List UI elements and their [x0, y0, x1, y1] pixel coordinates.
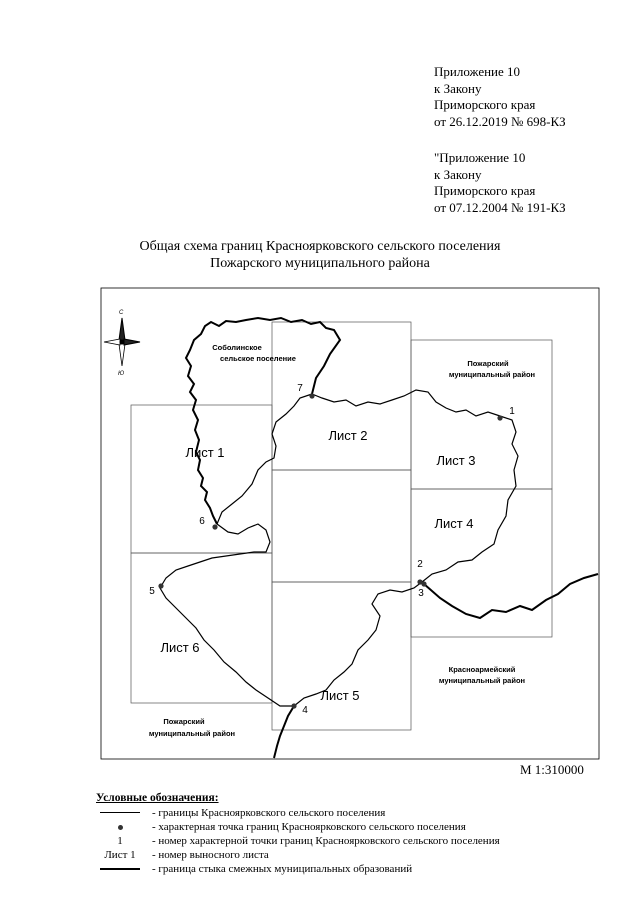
sheet-frame-4 [411, 489, 552, 637]
appendix-header-current [434, 64, 566, 130]
adjacent-border-south [274, 706, 294, 758]
title-line-2: Пожарского муниципального района [210, 256, 430, 271]
header-line: к Закону [434, 80, 482, 96]
region-sobolino-type: сельское поселение [220, 354, 296, 363]
boundary-map [100, 287, 600, 760]
legend-text: - номер выносного листа [152, 849, 269, 861]
compass-center [120, 340, 124, 344]
header-line: от 26.12.2019 № 698-КЗ [434, 113, 566, 129]
point-marker-4 [291, 703, 296, 708]
compass-south-arrow [119, 344, 125, 366]
header-line: к Закону [434, 166, 482, 182]
point-marker-1 [497, 415, 502, 420]
region-pozharsky-sw-type: муниципальный район [148, 729, 236, 738]
adjacent-border-east [424, 574, 598, 618]
compass-west-arrow [104, 339, 120, 345]
sheet-label-6: Лист 6 [160, 640, 200, 655]
legend-row-boundary [96, 806, 386, 820]
compass-east-arrow [124, 339, 140, 345]
region-pozharsky-ne-type: муниципальный район [448, 370, 536, 379]
point-label-2: 2 [417, 559, 423, 570]
region-sobolino-name: Соболинское [212, 343, 262, 352]
legend-symbol-number: 1 [117, 835, 123, 847]
header-line: Приморского края [434, 97, 536, 112]
legend-symbol-thick-line [96, 862, 144, 876]
header-line: Приморского края [434, 183, 536, 198]
sheet-frame-6 [131, 553, 272, 703]
sheet-frame-center [272, 470, 411, 582]
legend-text: - граница стыка смежных муниципальных образований [152, 863, 413, 875]
compass-north-label: С [119, 310, 124, 316]
legend-symbol-dot [96, 820, 144, 834]
legend-row-sheet [96, 848, 269, 862]
sheet-label-5: Лист 5 [320, 688, 360, 703]
legend-title: Условные обозначения: [96, 792, 219, 804]
point-marker-6 [212, 524, 217, 529]
point-label-3: 3 [418, 588, 424, 599]
adjacent-border-west [186, 318, 340, 524]
sheet-label-1: Лист 1 [185, 445, 225, 460]
point-marker-5 [158, 583, 163, 588]
legend-row-adjacent-border [96, 862, 413, 876]
point-marker-7 [309, 393, 314, 398]
header-line: от 07.12.2004 № 191-КЗ [434, 199, 566, 215]
region-pozharsky-ne-name: Пожарский [467, 359, 509, 368]
point-label-6: 6 [199, 516, 205, 527]
region-krasnoarm-type: муниципальный район [438, 676, 526, 685]
point-marker-3 [421, 581, 426, 586]
header-line: Приложение 10 [434, 64, 521, 79]
sheet-label-4: Лист 4 [434, 516, 474, 531]
sheet-frame-1 [131, 405, 272, 553]
compass-rose [104, 318, 140, 366]
sheet-label-3: Лист 3 [436, 453, 476, 468]
legend-row-point-number [96, 834, 500, 848]
legend-symbol-sheet: Лист 1 [104, 849, 136, 861]
legend-text: - характерная точка границ Красноярковского сельского поселения [152, 821, 466, 833]
legend [96, 792, 500, 876]
header-line: "Приложение 10 [434, 150, 526, 165]
sheet-frame-2 [272, 322, 411, 470]
page-title [0, 238, 640, 272]
appendix-header-original [434, 150, 566, 216]
compass-south-label: Ю [118, 371, 125, 377]
legend-symbol-thin-line [96, 806, 144, 820]
point-label-7: 7 [297, 383, 303, 394]
point-label-4: 4 [302, 705, 308, 716]
region-pozharsky-sw-name: Пожарский [163, 717, 205, 726]
legend-text: - номер характерной точки границ Красноярковского сельского поселения [152, 835, 500, 847]
map-scale: М 1:310000 [520, 762, 584, 777]
point-label-1: 1 [509, 406, 515, 417]
title-line-1: Общая схема границ Красноярковского сельского поселения [139, 239, 501, 254]
point-label-5: 5 [149, 586, 155, 597]
legend-row-point [96, 820, 466, 834]
region-krasnoarm-name: Красноармейский [448, 665, 516, 674]
sheet-label-2: Лист 2 [328, 428, 368, 443]
legend-text: - границы Красноярковского сельского поселения [152, 807, 386, 819]
compass-north-arrow [119, 318, 125, 340]
